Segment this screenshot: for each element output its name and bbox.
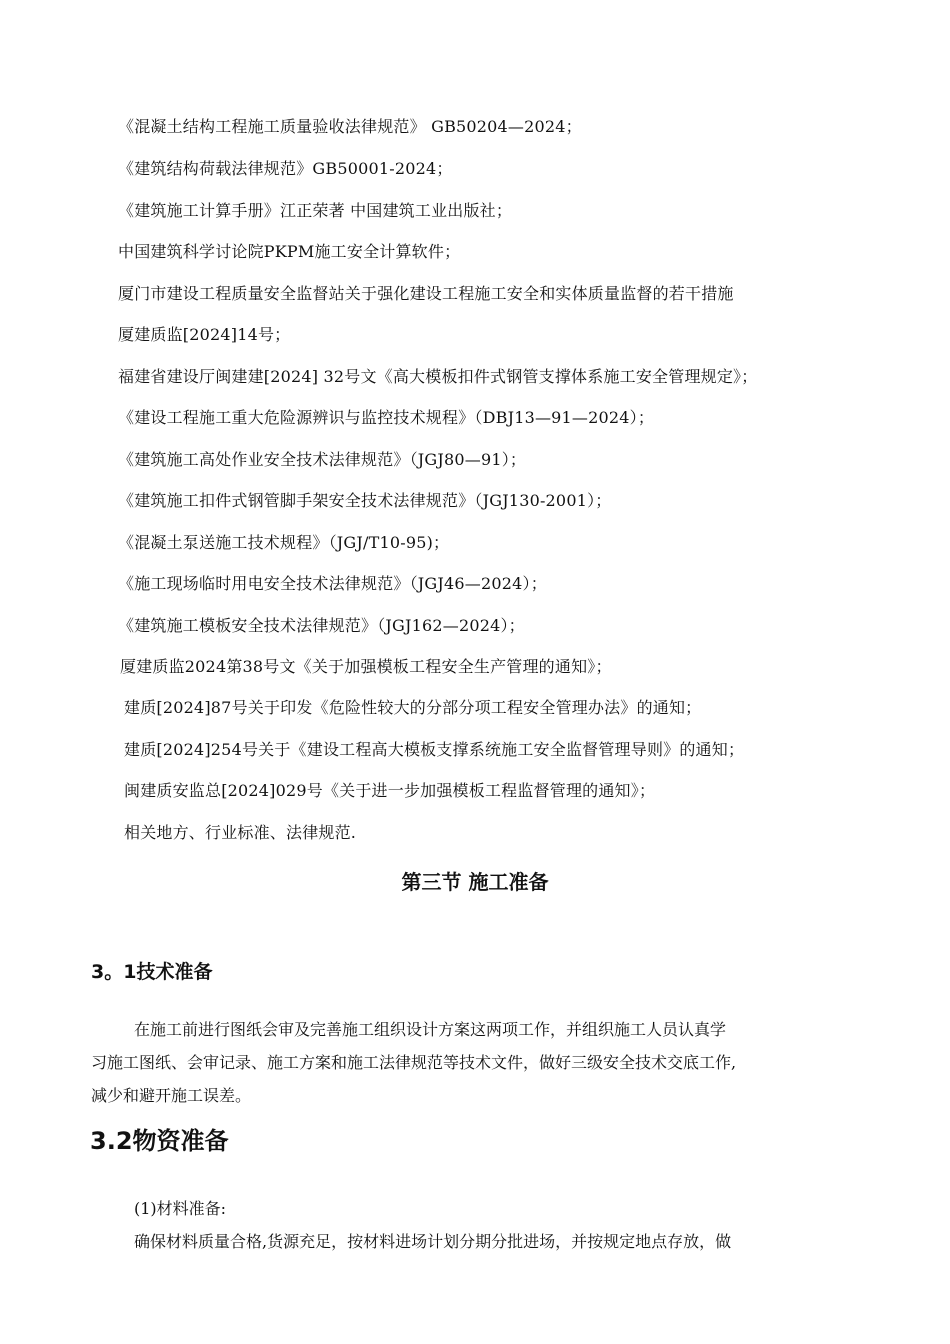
reference-item: 《混凝土结构工程施工质量验收法律规范》 GB50204—2024；	[118, 117, 582, 136]
reference-item: 《混凝土泵送施工技术规程》（JGJ/T10-95)；	[118, 533, 450, 552]
material-prep-subheading: (1)材料准备:	[134, 1199, 227, 1218]
material-prep-line: 确保材料质量合格,货源充足，按材料进场计划分期分批进场，并按规定地点存放，做	[134, 1232, 732, 1251]
reference-item: 厦门市建设工程质量安全监督站关于强化建设工程施工安全和实体质量监督的若干措施	[118, 284, 734, 303]
reference-item: 《建筑施工模板安全技术法律规范》（JGJ162—2024）；	[118, 616, 525, 635]
tech-prep-heading: 3。1技术准备	[91, 961, 213, 983]
reference-item: 闽建质安监总[2024]029号《关于进一步加强模板工程监督管理的通知》；	[124, 781, 656, 800]
reference-item: 福建省建设厅闽建建[2024] 32号文《高大模板扣件式钢管支撑体系施工安全管理规定》；	[118, 367, 758, 386]
reference-item: 《建筑施工计算手册》江正荣著 中国建筑工业出版社；	[118, 201, 513, 220]
reference-item: 厦建质监[2024]14号；	[118, 325, 291, 344]
reference-item: 《建筑施工扣件式钢管脚手架安全技术法律规范》（JGJ130-2001）；	[118, 491, 612, 510]
reference-item: 中国建筑科学讨论院PKPM施工安全计算软件；	[118, 242, 461, 261]
tech-prep-line: 习施工图纸、会审记录、施工方案和施工法律规范等技术文件，做好三级安全技术交底工作,	[91, 1053, 737, 1072]
material-prep-heading: 3.2物资准备	[90, 1127, 229, 1155]
reference-item: 《建设工程施工重大危险源辨识与监控技术规程》（DBJ13—91—2024）；	[118, 408, 655, 427]
reference-item: 《施工现场临时用电安全技术法律规范》（JGJ46—2024）；	[118, 574, 547, 593]
tech-prep-line: 减少和避开施工误差。	[91, 1086, 252, 1105]
section-title: 第三节 施工准备	[401, 870, 549, 894]
reference-item: 相关地方、行业标准、法律规范.	[124, 823, 357, 842]
reference-item: 《建筑结构荷载法律规范》GB50001-2024；	[118, 159, 453, 178]
reference-item: 建质[2024]254号关于《建设工程高大模板支撑系统施工安全监督管理导则》的通知；	[124, 740, 745, 759]
reference-item: 《建筑施工高处作业安全技术法律规范》（JGJ80—91）；	[118, 450, 527, 469]
tech-prep-line: 在施工前进行图纸会审及完善施工组织设计方案这两项工作，并组织施工人员认真学	[134, 1020, 727, 1039]
reference-item: 厦建质监2024第38号文《关于加强模板工程安全生产管理的通知》；	[120, 657, 612, 676]
reference-item: 建质[2024]87号关于印发《危险性较大的分部分项工程安全管理办法》的通知；	[124, 698, 702, 717]
